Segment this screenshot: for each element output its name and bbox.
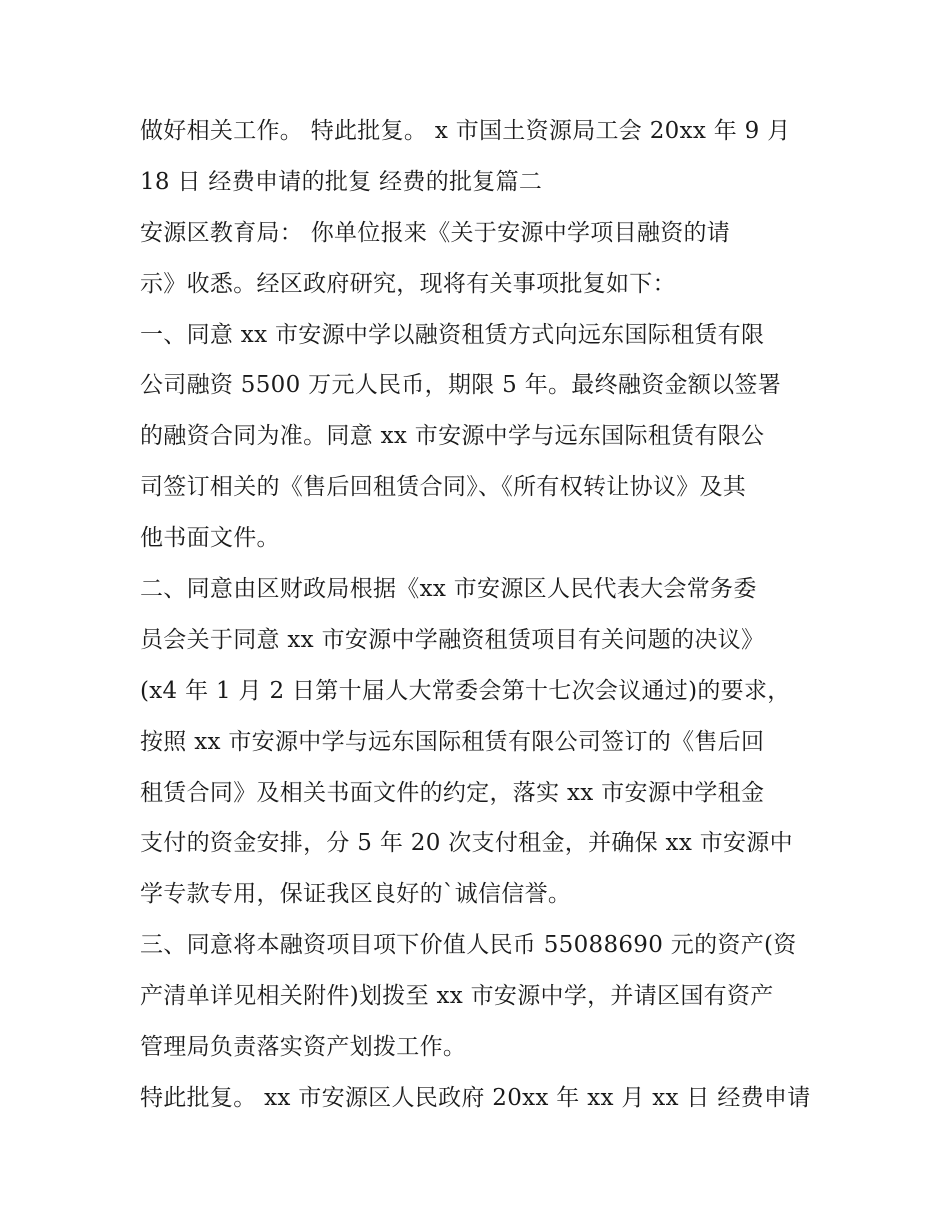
text-line: 学专款专用，保证我区良好的`诚信信誉。 bbox=[140, 881, 572, 908]
text-line: 二、同意由区财政局根据《xx 市安源区人民代表大会常务委 bbox=[140, 576, 757, 603]
text-line: 示》收悉。经区政府研究，现将有关事项批复如下： bbox=[140, 270, 676, 297]
text-line: 做好相关工作。 特此批复。 x 市国土资源局工会 20xx 年 9 月 bbox=[140, 118, 791, 144]
text-line: 管理局负责落实资产划拨工作。 bbox=[140, 1034, 467, 1061]
text-line: 一、同意 xx 市安源中学以融资租赁方式向远东国际租赁有限 bbox=[140, 321, 765, 348]
text-line: 特此批复。 xx 市安源区人民政府 20xx 年 xx 月 xx 日 经费申请 bbox=[140, 1084, 811, 1111]
document-body bbox=[140, 106, 830, 1124]
text-line: (x4 年 1 月 2 日第十届人大常委会第十七次会议通过)的要求， bbox=[140, 677, 791, 704]
text-line: 的融资合同为准。同意 xx 市安源中学与远东国际租赁有限公 bbox=[140, 423, 765, 450]
text-line: 员会关于同意 xx 市安源中学融资租赁项目有关问题的决议》 bbox=[140, 626, 765, 653]
text-line: 三、同意将本融资项目项下价值人民币 55088690 元的资产(资 bbox=[140, 932, 797, 959]
text-line: 产清单详见相关附件)划拨至 xx 市安源中学，并请区国有资产 bbox=[140, 983, 774, 1010]
text-line: 租赁合同》及相关书面文件的约定，落实 xx 市安源中学租金 bbox=[140, 779, 765, 806]
text-line: 司签订相关的《售后回租赁合同》、《所有权转让协议》及其 bbox=[140, 474, 747, 501]
text-line: 按照 xx 市安源中学与远东国际租赁有限公司签订的《售后回 bbox=[140, 728, 765, 755]
text-line: 公司融资 5500 万元人民币，期限 5 年。最终融资金额以签署 bbox=[140, 372, 782, 399]
text-line: 安源区教育局： 你单位报来《关于安源中学项目融资的请 bbox=[140, 219, 731, 246]
text-line: 18 日 经费申请的批复 经费的批复篇二 bbox=[140, 168, 543, 195]
text-line: 他书面文件。 bbox=[140, 525, 280, 552]
text-line: 支付的资金安排，分 5 年 20 次支付租金，并确保 xx 市安源中 bbox=[140, 830, 793, 857]
